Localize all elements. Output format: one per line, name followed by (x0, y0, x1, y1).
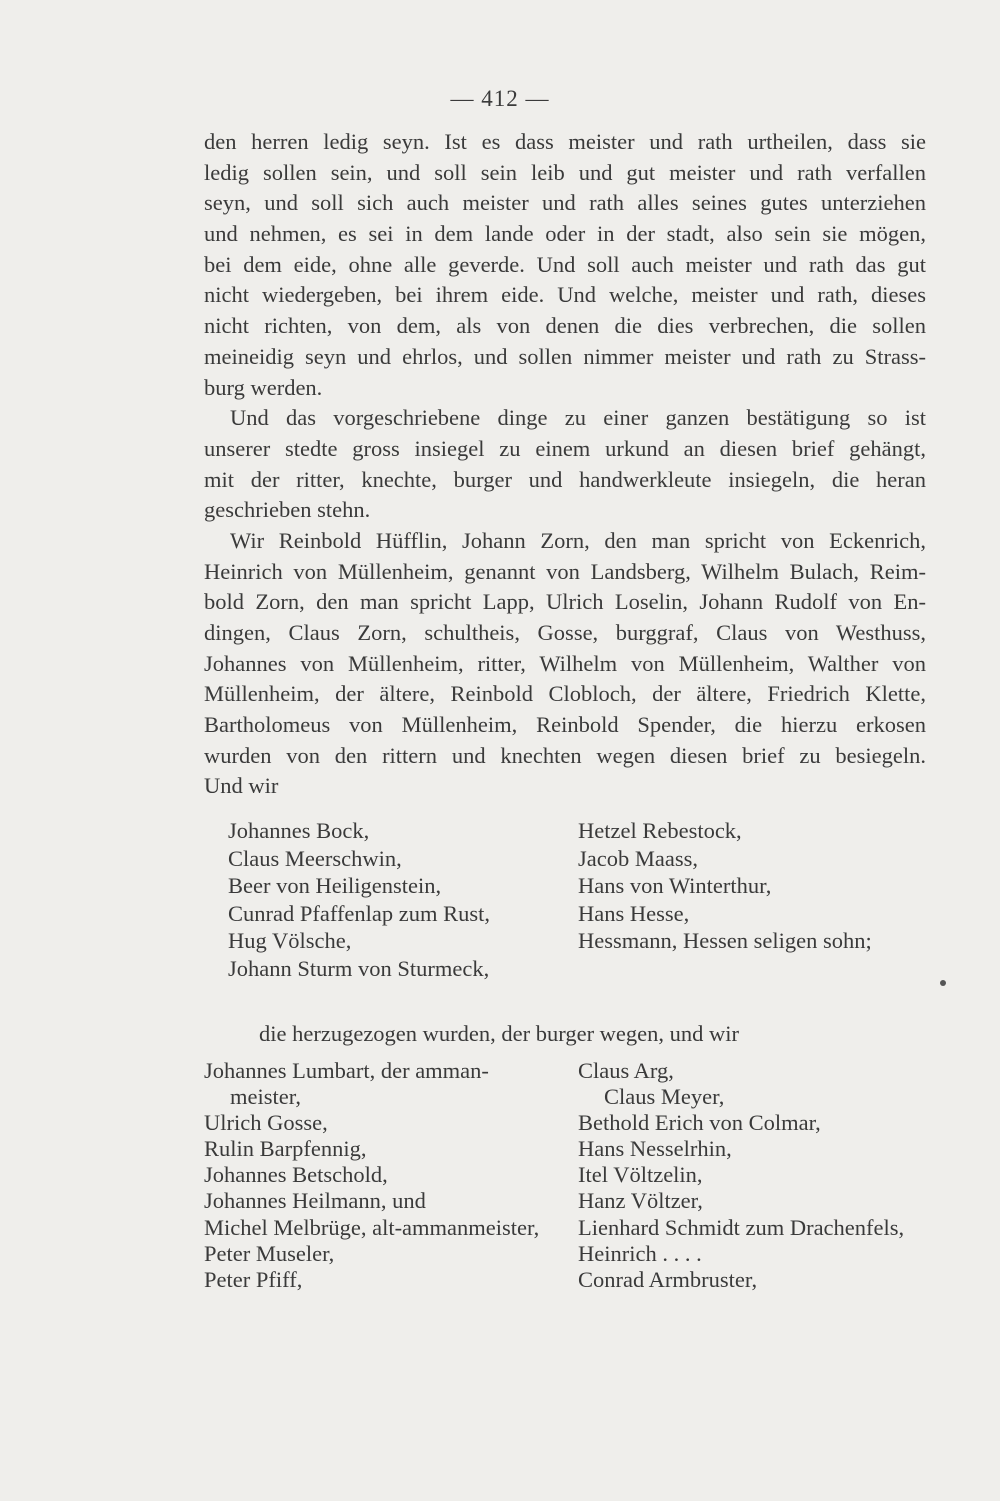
text-line: Wir Reinbold Hüfflin, Johann Zorn, den man spricht von Eckenrich, (230, 527, 926, 553)
name-left: Johann Sturm von Sturmeck, (228, 955, 490, 981)
text-line: mit der ritter, knechte, burger und handwerkleute insiegeln, die heran (204, 466, 926, 492)
list-row (228, 817, 1000, 845)
list-row (228, 927, 1000, 955)
name-left: Beer von Heiligenstein, (228, 873, 442, 898)
text-line: ledig sollen sein, und soll sein leib und gut meister und rath verfallen (204, 159, 926, 185)
text-line: dingen, Claus Zorn, schultheis, Gosse, burggraf, Claus von Westhuss, (204, 620, 926, 645)
text-line: Heinrich von Müllenheim, genannt von Landsberg, Wilhelm Bulach, Reim- (204, 558, 926, 584)
text-line: nicht wiedergeben, bei ihrem eide. Und welche, meister und rath, dieses (204, 282, 926, 308)
list-row (204, 1215, 984, 1241)
name-right: Heinrich . . . . (578, 1240, 702, 1266)
name-left: Claus Meerschwin, (228, 845, 402, 871)
text-line: geschrieben stehn. (204, 497, 371, 523)
text-line: Und wir (204, 773, 279, 799)
name-right: Hans Hesse, (578, 900, 690, 926)
page-number: — 412 — (450, 86, 550, 111)
name-left: meister, (230, 1084, 301, 1110)
list-row (204, 1188, 984, 1214)
name-left: Peter Pfiff, (204, 1266, 303, 1292)
text-line: den herren ledig seyn. Ist es dass meister und rath urtheilen, dass sie (204, 129, 926, 154)
name-right: Bethold Erich von Colmar, (578, 1110, 821, 1136)
text-line: Müllenheim, der ältere, Reinbold Clobloch, der ältere, Friedrich Klette, (204, 681, 926, 707)
name-left: Peter Museler, (204, 1240, 335, 1266)
name-left: Johannes Betschold, (204, 1162, 388, 1188)
list-row (204, 1110, 984, 1136)
name-left: Hug Völsche, (228, 928, 352, 953)
name-left: Rulin Barpfennig, (204, 1136, 367, 1162)
ink-dot (940, 980, 946, 986)
text-line: nicht richten, von dem, als von denen die dies verbrechen, die sollen (204, 313, 926, 339)
name-right: Hetzel Rebestock, (578, 818, 742, 843)
name-left: Michel Melbrüge, alt-ammanmeister, (204, 1214, 540, 1240)
text-line: Und das vorgeschriebene dinge zu einer ganzen bestätigung so ist (230, 405, 926, 431)
name-right: Hans von Winterthur, (578, 873, 772, 898)
name-left: Johannes Lumbart, der amman- (204, 1058, 489, 1083)
text-line: und nehmen, es sei in dem lande oder in der stadt, also sein sie mögen, (204, 221, 926, 247)
text-line: bold Zorn, den man spricht Lapp, Ulrich Loselin, Johann Rudolf von En- (204, 589, 926, 615)
name-right: Conrad Armbruster, (578, 1266, 758, 1292)
name-left: Ulrich Gosse, (204, 1110, 328, 1136)
list-row (204, 1267, 984, 1293)
name-left: Johannes Heilmann, und (204, 1188, 426, 1214)
list-row (228, 955, 1000, 983)
list-row (204, 1241, 984, 1267)
name-left: Cunrad Pfaffenlap zum Rust, (228, 900, 491, 926)
text-line: bei dem eide, ohne alle geverde. Und soll auch meister und rath das gut (204, 251, 926, 277)
name-right: Claus Meyer, (604, 1084, 725, 1110)
name-right: Itel Völtzelin, (578, 1162, 703, 1188)
text-line: Bartholomeus von Müllenheim, Reinbold Spender, die hierzu erkosen (204, 712, 926, 738)
name-right: Hanz Völtzer, (578, 1188, 703, 1214)
name-left: Johannes Bock, (228, 818, 370, 843)
name-right: Hessmann, Hessen seligen sohn; (578, 928, 872, 953)
text-line: burg werden. (204, 374, 323, 400)
list-row (204, 1084, 984, 1110)
list-row (228, 900, 1000, 928)
text-line: Johannes von Müllenheim, ritter, Wilhelm von Müllenheim, Walther von (204, 650, 926, 676)
list-row (204, 1058, 984, 1084)
list-row (228, 845, 1000, 873)
burgher-intro-line: die herzugezogen wurden, der burger wegen, und wir (259, 1021, 740, 1046)
name-right: Claus Arg, (578, 1058, 674, 1083)
name-right: Jacob Maass, (578, 845, 698, 871)
list-row (204, 1136, 984, 1162)
body-text (204, 127, 926, 802)
signatories-list-burghers (204, 1058, 984, 1293)
text-line: unserer stedte gross insiegel zu einem urkund an diesen brief gehängt, (204, 435, 926, 461)
name-right: Lienhard Schmidt zum Drachenfels, (578, 1214, 905, 1240)
signatories-list-knights (228, 817, 1000, 982)
text-line: wurden von den rittern und knechten wegen diesen brief zu besiegeln. (204, 742, 926, 768)
text-line: meineidig seyn und ehrlos, und sollen nimmer meister und rath zu Strass- (204, 343, 926, 369)
list-row (228, 872, 1000, 900)
list-row (204, 1162, 984, 1188)
text-line: seyn, und soll sich auch meister und rath alles seines gutes unterziehen (204, 190, 926, 216)
name-right: Hans Nesselrhin, (578, 1136, 732, 1162)
